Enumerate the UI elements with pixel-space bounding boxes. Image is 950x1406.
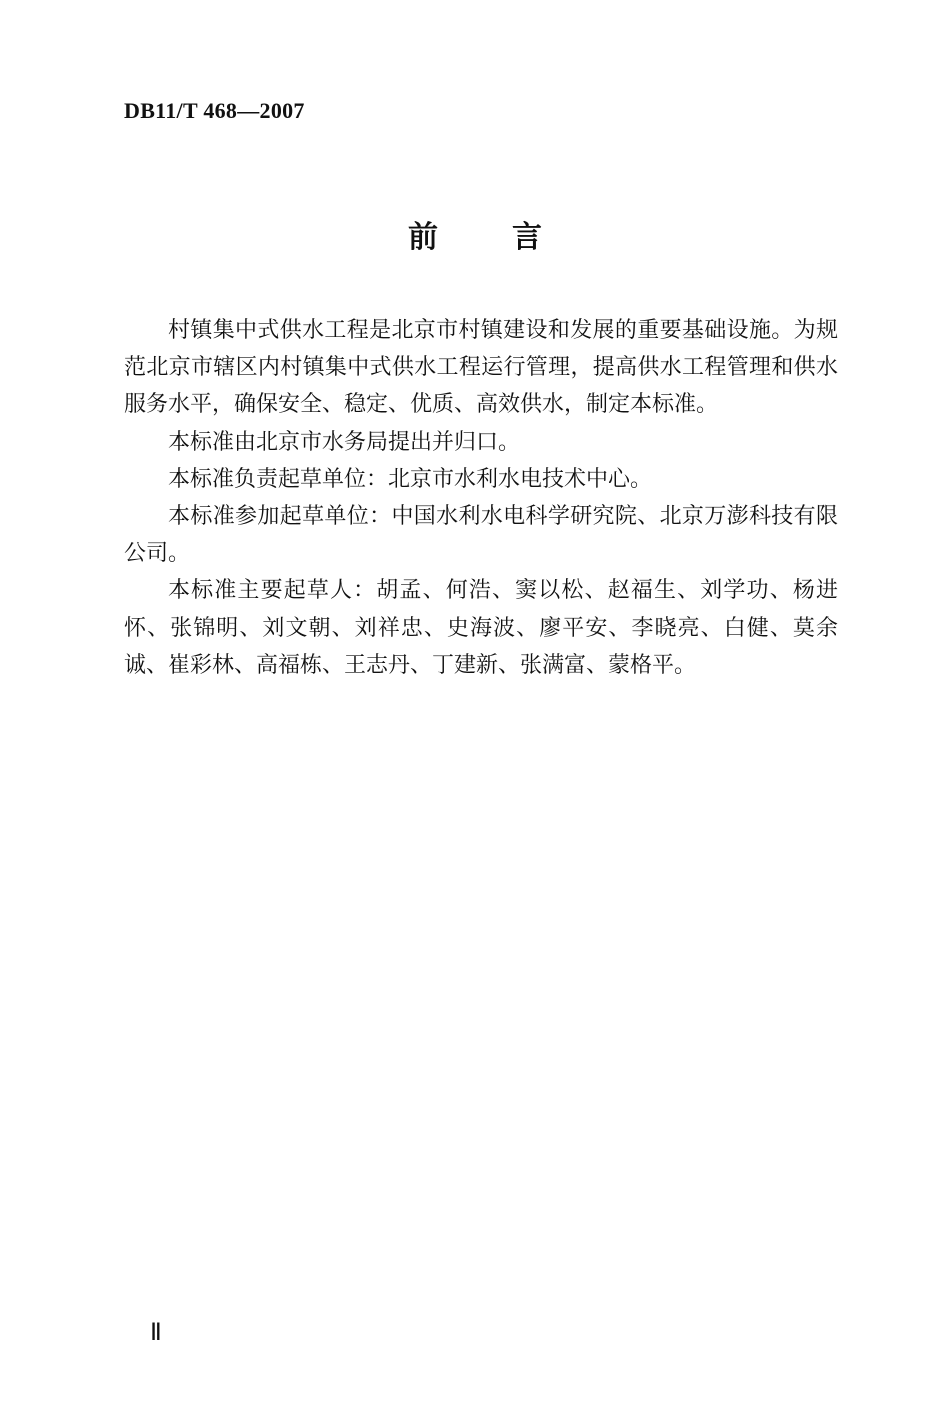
paragraph-main-drafters: 本标准主要起草人：胡孟、何浩、窦以松、赵福生、刘学功、杨进怀、张锦明、刘文朝、刘祥忠、史海波、廖平安、李晓亮、白健、莫余诚、崔彩林、高福栋、王志丹、丁建新、张满富、蒙格平。 [124,578,838,678]
page-title-char-1: 前 [408,220,438,255]
paragraph-participating-drafters: 本标准参加起草单位：中国水利水电科学研究院、北京万澎科技有限公司。 [124,504,838,567]
paragraph-lead-drafter: 本标准负责起草单位：北京市水利水电技术中心。 [168,466,653,492]
page-title-char-2: 言 [512,220,542,255]
paragraph-purpose: 村镇集中式供水工程是北京市村镇建设和发展的重要基础设施。为规范北京市辖区内村镇集中式供水工程运行管理，提高供水工程管理和供水服务水平，确保安全、稳定、优质、高效供水，制定本标准。 [124,318,838,418]
foreword-body [124,312,838,684]
page-title [0,212,950,256]
standard-number: DB11/T 468—2007 [124,98,305,123]
page-number: Ⅱ [150,1320,162,1346]
paragraph-proposer: 本标准由北京市水务局提出并归口。 [168,429,521,455]
